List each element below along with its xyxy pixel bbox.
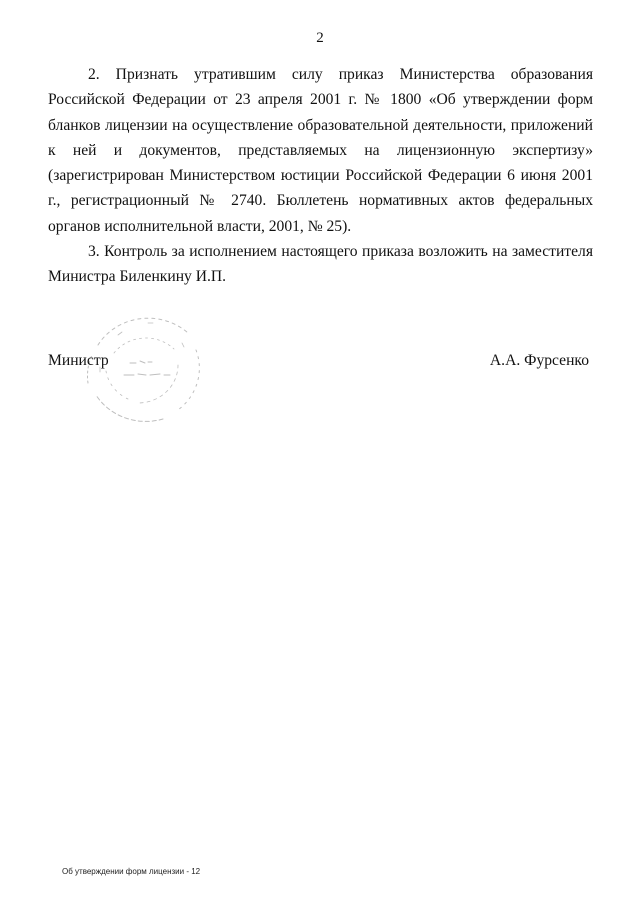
signature-title: Министр: [48, 352, 109, 369]
signatory-name: А.А. Фурсенко: [489, 352, 589, 369]
footer-note: Об утверждении форм лицензии - 12: [62, 867, 201, 876]
page-number: 2: [316, 30, 324, 46]
signature-block: [48, 352, 593, 376]
paragraph-item-3: 3. Контроль за исполнением настоящего приказа возложить на заместителя Министра Биленкину И.П.: [48, 243, 593, 286]
document-body: [48, 62, 593, 290]
paragraph-item-2: 2. Признать утратившим силу приказ Министерства образования Российской Федерации от 23 апреля 2001 г. № 1800 «Об утверждении форм бланков лицензии на осуществление образовательной деятельности, приложений к ней и документов, представляемых на лицензионную экспертизу» (зарегистрирован Министерством юстиции Российской Федерации 6 июня 2001 г., регистрационный № 2740. Бюллетень нормативных актов федеральных органов исполнительной власти, 2001, № 25).: [48, 66, 593, 235]
